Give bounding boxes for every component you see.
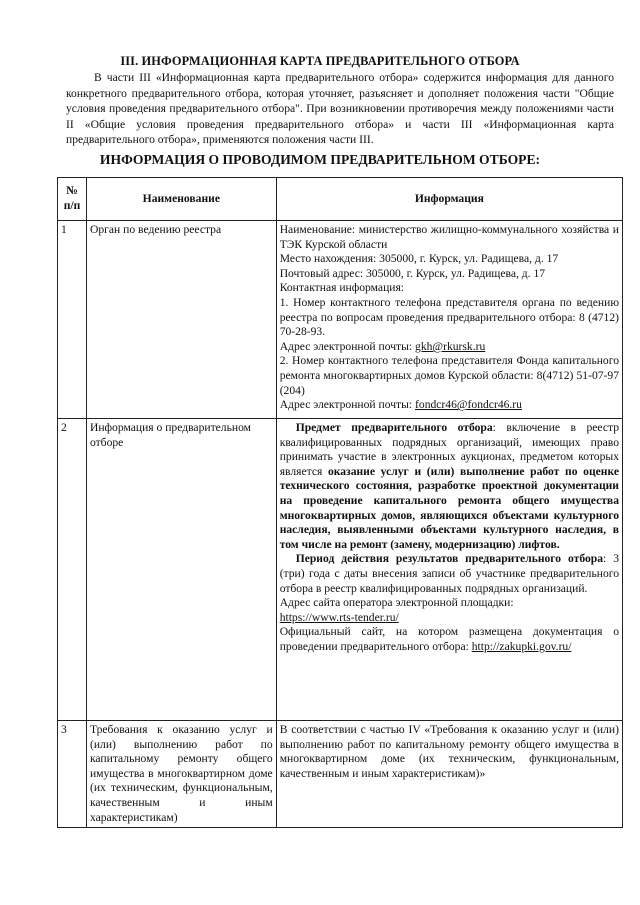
row-name: Требования к оказанию услуг и (или) выполнению работ по капитальному ремонту общего имущества в многоквартирном доме (их техническим, функциональным, качественным и иным характеристикам) bbox=[86, 721, 276, 828]
info-line: Контактная информация: bbox=[279, 281, 405, 295]
email-link[interactable]: fondcr46@fondcr46.ru bbox=[415, 398, 522, 412]
period-text: : 3 (три) года с даты внесения записи об участнике предварительного отбора в реестр квалифицированных подрядных организаций. bbox=[279, 552, 619, 595]
row-name: Информация о предварительном отборе bbox=[86, 419, 276, 721]
intro-text: В части III «Информационная карта предварительного отбора» содержится информация для данного конкретного предварительного отбора, которая уточняет, разъясняет и дополняет положения части "Общие условия проведения предварительного отбора". При возникновении противоречия между положениями части II «Общие условия проведения предварительного отбора» и части III «Информационная карта предварительного отбора», применяются положения части III. bbox=[66, 71, 614, 147]
operator-label: Адрес сайта оператора электронной площадки: bbox=[279, 596, 514, 610]
email-line bbox=[280, 398, 619, 413]
period-paragraph bbox=[280, 552, 619, 596]
section-title: III. ИНФОРМАЦИОННАЯ КАРТА ПРЕДВАРИТЕЛЬНОГО ОТБОРА bbox=[120, 54, 520, 68]
official-site-label: Официальный сайт, на котором размещена документация о проведении предварительного отбора: bbox=[279, 625, 619, 653]
header-name: Наименование bbox=[86, 178, 276, 221]
row-name: Орган по ведению реестра bbox=[86, 221, 276, 419]
info-line: 2. Номер контактного телефона представителя Фонда капитального ремонта многоквартирных домов Курской области: 8(4712) 51-07-97 (204) bbox=[279, 354, 619, 397]
period-label: Период действия результатов предварительного отбора bbox=[295, 552, 604, 566]
subject-text: : включение в реестр квалифицированных подрядных организаций, имеющих право принимать участие в электронных аукционах, предметом которых является bbox=[279, 421, 619, 478]
row-info bbox=[276, 419, 622, 721]
table-row bbox=[58, 721, 623, 828]
row-num: 1 bbox=[58, 221, 87, 419]
table-heading: ИНФОРМАЦИЯ О ПРОВОДИМОМ ПРЕДВАРИТЕЛЬНОМ ОТБОРЕ: bbox=[99, 152, 541, 167]
email-label: Адрес электронной почты: bbox=[279, 398, 416, 412]
operator-link[interactable]: https://www.rts-tender.ru/ bbox=[279, 610, 399, 624]
table-row bbox=[58, 419, 623, 721]
email-label: Адрес электронной почты: bbox=[279, 339, 416, 353]
intro-paragraph bbox=[66, 70, 614, 148]
table-row bbox=[58, 221, 623, 419]
row-num: 3 bbox=[58, 721, 87, 828]
subject-label: Предмет предварительного отбора bbox=[295, 421, 493, 434]
info-line: Почтовый адрес: 305000, г. Курск, ул. Радищева, д. 17 bbox=[279, 266, 546, 280]
email-link[interactable]: gkh@rkursk.ru bbox=[415, 339, 486, 353]
subject-bold-text: оказание услуг и (или) выполнение работ по оценке технического состояния, разработке проектной документации на проведение капитального ремонта общего имущества многоквартирных домов, являющихся объектами культурного наследия, выявленными объектами культурного наследия, в том числе на ремонт (замену, модернизацию) лифтов. bbox=[279, 464, 619, 551]
header-num: № п/п bbox=[58, 178, 87, 221]
email-line bbox=[280, 340, 619, 355]
info-table bbox=[57, 177, 623, 828]
table-header-row bbox=[58, 178, 623, 221]
header-info: Информация bbox=[276, 178, 622, 221]
official-site-paragraph bbox=[280, 625, 619, 654]
subject-paragraph bbox=[280, 421, 619, 552]
info-line: Место нахождения: 305000, г. Курск, ул. Радищева, д. 17 bbox=[279, 252, 559, 266]
info-line: Наименование: министерство жилищно-коммунального хозяйства и ТЭК Курской области bbox=[279, 223, 619, 251]
row-info: В соответствии с частью IV «Требования к оказанию услуг и (или) выполнению работ по капитальному ремонту общего имущества в многоквартирном доме (их техническим, функциональным, качественным и иным характеристикам)» bbox=[276, 721, 622, 828]
info-line: 1. Номер контактного телефона представителя органа по ведению реестра по вопросам проведения предварительного отбора: 8 (4712) 70-28-93. bbox=[279, 295, 619, 339]
official-site-link[interactable]: http://zakupki.gov.ru/ bbox=[471, 639, 572, 653]
row-num: 2 bbox=[58, 419, 87, 721]
row-info bbox=[276, 221, 622, 419]
